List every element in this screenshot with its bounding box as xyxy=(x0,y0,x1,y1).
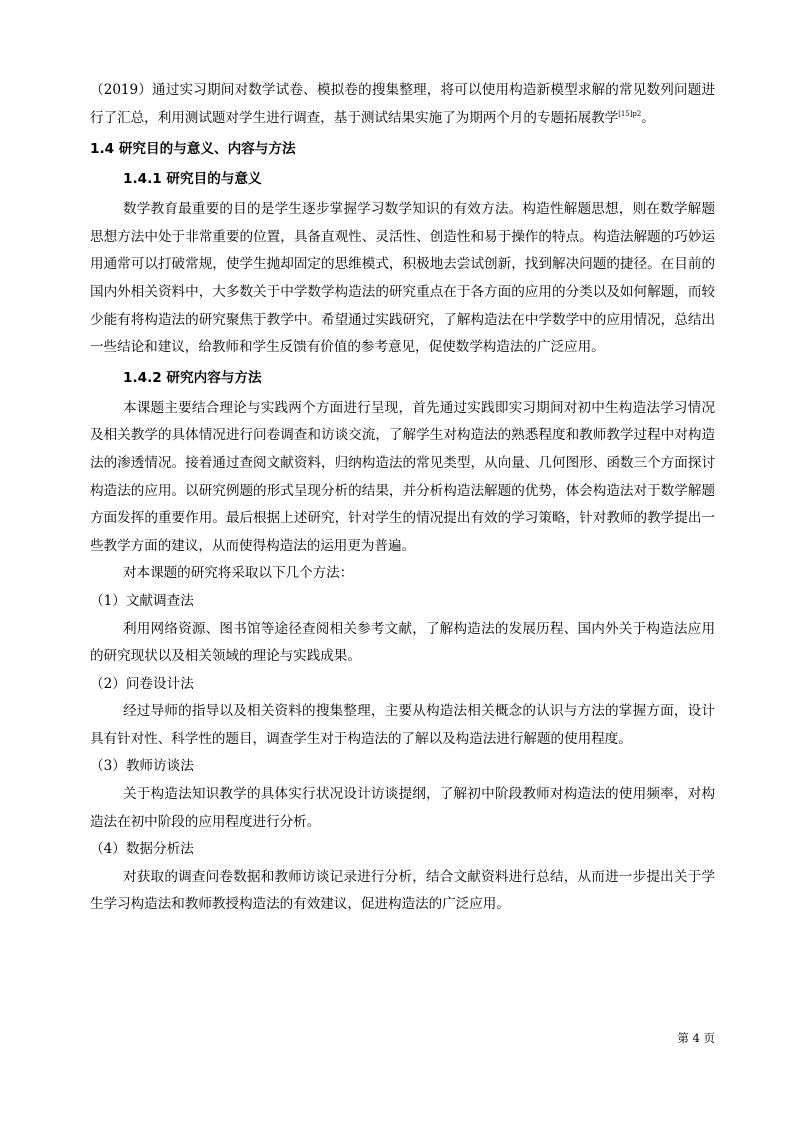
citation-marker: [15]p2 xyxy=(618,109,642,118)
method-desc-literature: 利用网络资源、图书馆等途径查阅相关参考文献，了解构造法的发展历程、国内外关于构造法应用的研究现状以及相关领域的理论与实践成果。 xyxy=(90,620,715,665)
intro-paragraph xyxy=(90,77,715,132)
method-desc-data-analysis: 对获取的调查问卷数据和教师访谈记录进行分析，结合文献资料进行总结，从而进一步提出关于学生学习构造法和教师教授构造法的有效建议，促进构造法的广泛应用。 xyxy=(90,868,715,913)
method-label-questionnaire: （2）问卷设计法 xyxy=(90,675,194,692)
section-heading: 1.4 研究目的与意义、内容与方法 xyxy=(90,141,296,158)
method-label-literature: （1）文献调查法 xyxy=(90,592,194,609)
methods-intro-paragraph: 对本课题的研究将采取以下几个方法： xyxy=(123,565,354,582)
subsection-heading-purpose: 1.4.1 研究目的与意义 xyxy=(123,171,262,188)
method-desc-interview: 关于构造法知识教学的具体实行状况设计访谈提纲，了解初中阶段教师对构造法的使用频率，对构造法在初中阶段的应用程度进行分析。 xyxy=(90,786,715,830)
intro-end: 。 xyxy=(641,109,655,126)
method-label-data-analysis: （4）数据分析法 xyxy=(90,841,194,858)
subsection-heading-content-method: 1.4.2 研究内容与方法 xyxy=(123,369,262,386)
purpose-paragraph: 数学教育最重要的目的是学生逐步掌握学习数学知识的有效方法。构造性解题思想，则在数学解题思想方法中处于非常重要的位置，具备直观性、灵活性、创造性和易于操作的特点。构造法解题的巧妙运用通常可以打破常规，使学生抛却固定的思维模式，积极地去尝试创新，找到解决问题的捷径。在目前的国内外相关资料中，大多数关于中学数学构造法的研究重点在于各方面的应用的分类以及如何解题，而较少能有将构造法的研究聚焦于教学中。希望通过实践研究，了解构造法在中学数学中的应用情况，总结出一些结论和建议，给教师和学生反馈有价值的参考意见，促使数学构造法的广泛应用。 xyxy=(90,201,715,356)
method-desc-questionnaire: 经过导师的指导以及相关资料的搜集整理，主要从构造法相关概念的认识与方法的掌握方面，设计具有针对性、科学性的题目，调查学生对于构造法的了解以及构造法进行解题的使用程度。 xyxy=(90,703,715,747)
page-content xyxy=(90,77,715,919)
page-number: 第 4 页 xyxy=(677,1031,715,1045)
intro-text: （2019）通过实习期间对数学试卷、模拟卷的搜集整理，将可以使用构造新模型求解的常见数列问题进行了汇总，利用测试题对学生进行调查，基于测试结果实施了为期两个月的专题拓展教学 xyxy=(90,82,715,126)
method-label-interview: （3）教师访谈法 xyxy=(90,758,194,775)
content-paragraph: 本课题主要结合理论与实践两个方面进行呈现，首先通过实践即实习期间对初中生构造法学习情况及相关教学的具体情况进行问卷调查和访谈交流，了解学生对构造法的熟悉程度和教师教学过程中对构造法的渗透情况。接着通过查阅文献资料，归纳构造法的常见类型，从向量、几何图形、函数三个方面探讨构造法的应用。以研究例题的形式呈现分析的结果，并分析构造法解题的优势，体会构造法对于数学解题方面发挥的重要作用。最后根据上述研究，针对学生的情况提出有效的学习策略，针对教师的教学提出一些教学方面的建议，从而使得构造法的运用更为普遍。 xyxy=(90,399,715,554)
